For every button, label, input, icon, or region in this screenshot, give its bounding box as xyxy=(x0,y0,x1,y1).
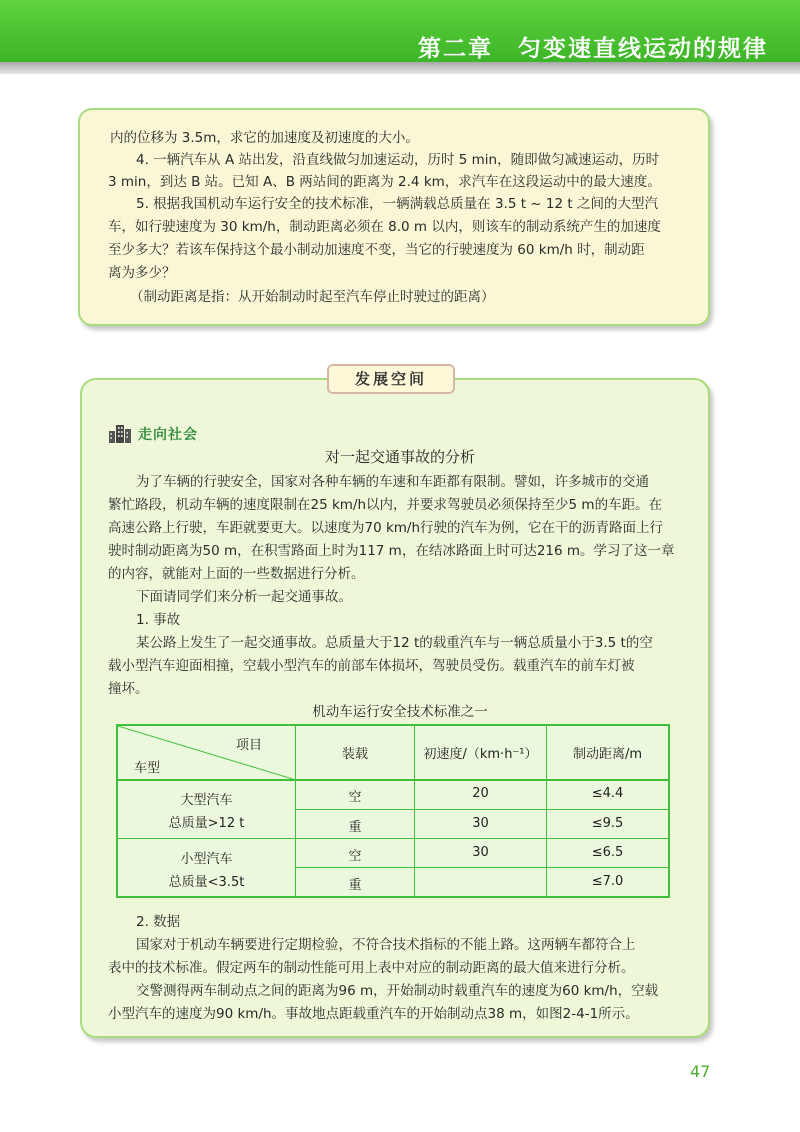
table-cell: ≤9.5 xyxy=(591,816,624,831)
buildings-icon xyxy=(108,423,132,443)
vehicle-mass: 总质量>12 t xyxy=(168,816,245,831)
article-subheading: 2. 数据 xyxy=(136,914,181,930)
vehicle-mass: 总质量<3.5t xyxy=(168,875,245,890)
vehicle-type: 小型汽车 xyxy=(180,852,233,867)
article-line: 交警测得两车制动点之间的距离为96 m，开始制动时载重汽车的速度为60 km/h，空载 xyxy=(136,983,659,999)
chapter-title: 第二章 匀变速直线运动的规律 xyxy=(418,36,768,62)
article-line: 载小型汽车迎面相撞，空载小型汽车的前部车体损坏，驾驶员受伤。载重汽车的前车灯被 xyxy=(108,658,635,674)
article-line: 撞坏。 xyxy=(108,681,149,697)
table-corner-item: 项目 xyxy=(236,738,263,753)
exercise-line: 内的位移为 3.5m，求它的加速度及初速度的大小。 xyxy=(110,130,419,146)
header-stripe xyxy=(0,62,800,74)
article-subheading: 1. 事故 xyxy=(136,612,181,628)
table-cell: 空 xyxy=(348,790,362,805)
article-line: 的内容，就能对上面的一些数据进行分析。 xyxy=(108,566,365,582)
table-header: 装载 xyxy=(341,747,368,762)
exercise-line: 离为多少？ xyxy=(108,265,176,281)
article-line: 高速公路上行驶，车距就要更大。以速度为70 km/h行驶的汽车为例，它在干的沥青路面上行 xyxy=(108,520,664,536)
article-title: 对一起交通事故的分析 xyxy=(324,448,475,466)
safety-standard-table xyxy=(116,724,670,898)
article-line: 下面请同学们来分析一起交通事故。 xyxy=(136,589,352,605)
table-caption: 机动车运行安全技术标准之一 xyxy=(312,704,488,720)
article-line: 小型汽车的速度为90 km/h。事故地点距载重汽车的开始制动点38 m，如图2-4-1所示。 xyxy=(108,1006,639,1022)
vehicle-type: 大型汽车 xyxy=(180,793,233,808)
table-cell: 空 xyxy=(348,849,362,864)
exercise-line: 5. 根据我国机动车运行安全的技术标准，一辆满载总质量在 3.5 t ~ 12 t 之间的大型汽 xyxy=(136,196,658,212)
table-cell: ≤6.5 xyxy=(591,845,624,860)
table-cell: 30 xyxy=(472,845,489,860)
table-cell: 重 xyxy=(348,820,362,835)
article-line: 国家对于机动车辆要进行定期检验，不符合技术指标的不能上路。这两辆车都符合上 xyxy=(136,937,636,953)
table-cell: ≤7.0 xyxy=(591,874,624,889)
table-corner-type: 车型 xyxy=(134,761,161,776)
section-tag: 发展空间 xyxy=(327,364,455,394)
table-rule xyxy=(118,779,668,781)
table-rule xyxy=(296,867,668,868)
article-line: 表中的技术标准。假定两车的制动性能可用上表中对应的制动距离的最大值来进行分析。 xyxy=(108,960,635,976)
exercise-note: （制动距离是指：从开始制动时起至汽车停止时驶过的距离） xyxy=(130,289,495,305)
article-line: 某公路上发生了一起交通事故。总质量大于12 t的载重汽车与一辆总质量小于3.5 t的空 xyxy=(136,635,653,651)
table-rule xyxy=(118,838,668,839)
table-header: 初速度/（km·h⁻¹） xyxy=(423,747,538,762)
exercise-line: 至少多大？若该车保持这个最小制动加速度不变，当它的行驶速度为 60 km/h 时，制动距 xyxy=(108,242,645,258)
table-cell: 30 xyxy=(472,816,489,831)
table-cell: ≤4.4 xyxy=(591,786,624,801)
page-number: 47 xyxy=(690,1062,711,1081)
exercise-line: 3 min，到达 B 站。已知 A、B 两站间的距离为 2.4 km，求汽车在这段运动中的最大速度。 xyxy=(108,174,661,190)
table-cell: 重 xyxy=(348,878,362,893)
table-cell: 20 xyxy=(472,786,489,801)
exercise-line: 车，如行驶速度为 30 km/h，制动距离必须在 8.0 m 以内，则该车的制动系统产生的加速度 xyxy=(108,219,661,235)
table-header: 制动距离/m xyxy=(572,747,643,762)
exercise-line: 4. 一辆汽车从 A 站出发，沿直线做匀加速运动，历时 5 min，随即做匀减速运动，历时 xyxy=(136,152,660,168)
subsection-label: 走向社会 xyxy=(138,427,198,443)
article-line: 繁忙路段，机动车辆的速度限制在25 km/h以内，并要求驾驶员必须保持至少5 m的车距。在 xyxy=(108,497,663,513)
article-line: 驶时制动距离为50 m，在积雪路面上时为117 m，在结冰路面上时可达216 m。学习了这一章 xyxy=(108,543,675,559)
article-line: 为了车辆的行驶安全，国家对各种车辆的车速和车距都有限制。譬如，许多城市的交通 xyxy=(136,474,649,490)
table-rule xyxy=(296,809,668,810)
